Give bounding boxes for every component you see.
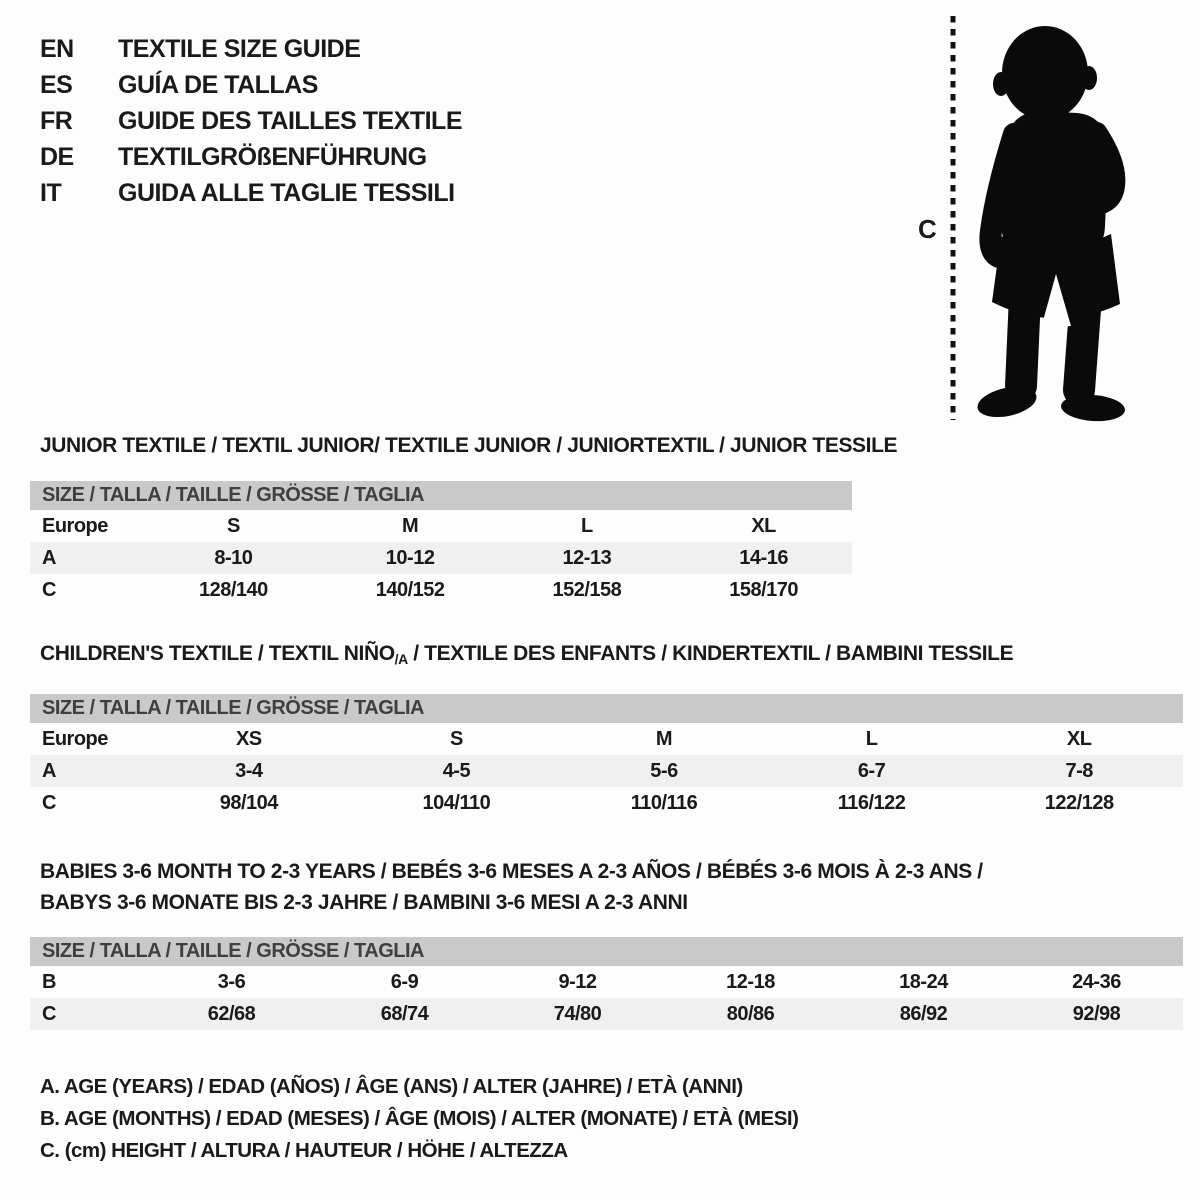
size-cell: 62/68 (207, 1002, 256, 1025)
legend-line-b: B. AGE (MONTHS) / EDAD (MESES) / ÂGE (MOIS) / ALTER (MONATE) / ETÀ (MESI) (40, 1107, 799, 1130)
size-cell: XL (751, 514, 776, 537)
size-cell: 116/122 (837, 791, 906, 814)
toddler-silhouette-icon (965, 16, 1145, 422)
size-cell: S (449, 727, 463, 750)
size-cell: 10-12 (385, 546, 435, 569)
row-label: C (42, 791, 56, 814)
section-title-text: BABYS 3-6 MONATE BIS 2-3 JAHRE / BAMBINI 3-6 MESI A 2-3 ANNI (40, 891, 688, 914)
table-row (30, 723, 1183, 755)
size-cell: 9-12 (558, 970, 597, 993)
size-table (30, 937, 1183, 1030)
size-sections (30, 435, 1183, 1030)
size-cell: 3-4 (235, 759, 263, 782)
section-title-text: / TEXTILE DES ENFANTS / KINDERTEXTIL / BAMBINI TESSILE (407, 642, 1014, 665)
size-cell: 158/170 (729, 578, 799, 601)
size-cell: 7-8 (1065, 759, 1093, 782)
size-cell: 5-6 (650, 759, 678, 782)
size-header-bar: SIZE / TALLA / TAILLE / GRÖSSE / TAGLIA (30, 694, 1183, 723)
section-title-line (40, 887, 1183, 918)
height-label-c: C (918, 214, 937, 244)
language-code: EN (40, 34, 74, 63)
section-title (40, 856, 1183, 918)
size-table (30, 481, 852, 606)
size-section-children (30, 643, 1183, 819)
section-title-text: /A (394, 651, 408, 667)
size-cell: 80/86 (726, 1002, 775, 1025)
row-label: C (42, 1002, 56, 1025)
size-section-babies (30, 856, 1183, 1030)
section-title (40, 435, 1183, 457)
table-row (30, 574, 852, 606)
size-cell: 104/110 (422, 791, 491, 814)
size-cell: 140/152 (375, 578, 445, 601)
height-figure (905, 14, 1155, 424)
table-row (30, 966, 1183, 998)
row-label: C (42, 578, 56, 601)
row-label: A (42, 546, 56, 569)
legend-line-a: A. AGE (YEARS) / EDAD (AÑOS) / ÂGE (ANS) / ALTER (JAHRE) / ETÀ (ANNI) (40, 1075, 743, 1098)
size-header-bar: SIZE / TALLA / TAILLE / GRÖSSE / TAGLIA (30, 937, 1183, 966)
size-cell: 152/158 (552, 578, 622, 601)
legend (40, 1071, 798, 1167)
language-row (40, 31, 462, 67)
size-cell: 12-13 (562, 546, 612, 569)
size-cell: 3-6 (217, 970, 246, 993)
size-cell: 18-24 (899, 970, 948, 993)
size-cell: 8-10 (214, 546, 253, 569)
section-title-text: JUNIOR TEXTILE / TEXTIL JUNIOR/ TEXTILE JUNIOR / JUNIORTEXTIL / JUNIOR TESSILE (40, 434, 898, 457)
size-cell: 6-9 (390, 970, 419, 993)
row-label: Europe (42, 514, 108, 537)
size-cell: 86/92 (899, 1002, 948, 1025)
height-dotted-line (949, 16, 957, 420)
language-row (40, 103, 462, 139)
size-header-bar: SIZE / TALLA / TAILLE / GRÖSSE / TAGLIA (30, 481, 852, 510)
size-cell: 14-16 (739, 546, 788, 569)
language-title: TEXTILE SIZE GUIDE (118, 34, 361, 63)
language-title: GUIDA ALLE TAGLIE TESSILI (118, 178, 455, 207)
size-cell: 128/140 (198, 578, 268, 601)
row-label: Europe (42, 727, 108, 750)
language-title: GUÍA DE TALLAS (118, 70, 318, 99)
size-cell: 110/116 (630, 791, 698, 814)
size-cell: L (865, 727, 878, 750)
size-cell: 92/98 (1072, 1002, 1121, 1025)
size-section-junior (30, 435, 1183, 606)
section-title-line (40, 435, 1183, 457)
table-row (30, 998, 1183, 1030)
size-cell: 74/80 (553, 1002, 602, 1025)
section-title-line (40, 643, 1183, 670)
size-cell: 122/128 (1044, 791, 1114, 814)
size-cell: 98/104 (219, 791, 278, 814)
size-cell: S (226, 514, 240, 537)
table-row (30, 542, 852, 574)
section-title-text: BABIES 3-6 MONTH TO 2-3 YEARS / BEBÉS 3-6 MESES A 2-3 AÑOS / BÉBÉS 3-6 MOIS À 2-3 ANS / (40, 860, 983, 883)
size-cell: 12-18 (726, 970, 775, 993)
language-list (40, 31, 462, 211)
size-cell: M (655, 727, 673, 750)
size-table (30, 694, 1183, 819)
size-cell: XL (1066, 727, 1092, 750)
table-row (30, 510, 852, 542)
size-cell: L (581, 514, 593, 537)
language-title: TEXTILGRÖßENFÜHRUNG (118, 142, 427, 171)
language-row (40, 139, 462, 175)
size-cell: XS (235, 727, 262, 750)
language-row (40, 175, 462, 211)
language-code: DE (40, 142, 74, 171)
table-row (30, 787, 1183, 819)
size-cell: M (402, 514, 419, 537)
size-cell: 24-36 (1072, 970, 1121, 993)
size-cell: 68/74 (380, 1002, 429, 1025)
section-title-line (40, 856, 1183, 887)
language-row (40, 67, 462, 103)
section-title-text: CHILDREN'S TEXTILE / TEXTIL NIÑO (40, 642, 395, 665)
size-cell: 4-5 (442, 759, 471, 782)
language-code: ES (40, 70, 73, 99)
row-label: B (42, 970, 56, 993)
row-label: A (42, 759, 56, 782)
language-code: FR (40, 106, 73, 135)
language-code: IT (40, 178, 62, 207)
legend-line-c: C. (cm) HEIGHT / ALTURA / HAUTEUR / HÖHE / ALTEZZA (40, 1139, 568, 1162)
size-cell: 6-7 (857, 759, 886, 782)
language-title: GUIDE DES TAILLES TEXTILE (118, 106, 463, 135)
section-title (40, 643, 1183, 670)
table-row (30, 755, 1183, 787)
